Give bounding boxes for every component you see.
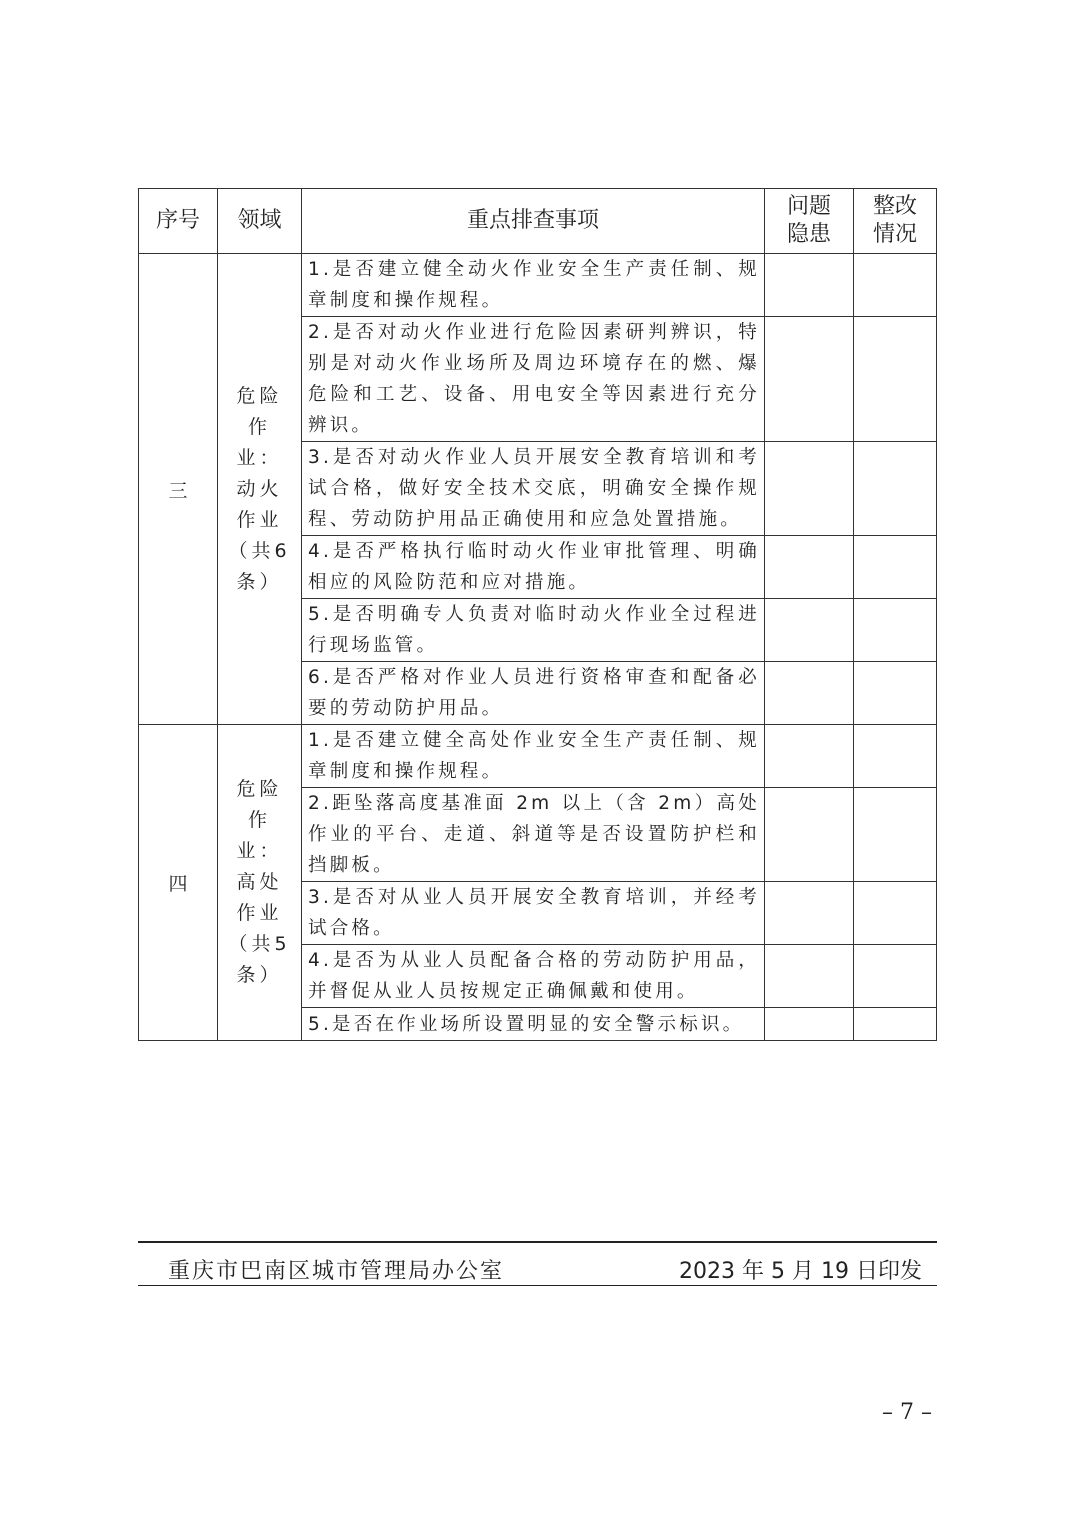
rectification-cell[interactable] [854, 599, 937, 662]
problem-cell[interactable] [765, 254, 854, 317]
check-item: 3.是否对从业人员开展安全教育培训，并经考试合格。 [302, 882, 765, 945]
header-problems: 问题隐患 [765, 189, 854, 254]
section-area: 危险作业：高处作业（共5条） [218, 725, 302, 1041]
section-area: 危险作业：动火作业（共6条） [218, 254, 302, 725]
footer-divider-top [138, 1241, 937, 1243]
problem-cell[interactable] [765, 1008, 854, 1041]
rectification-cell[interactable] [854, 254, 937, 317]
problem-cell[interactable] [765, 536, 854, 599]
check-item: 2.距坠落高度基准面 2m 以上（含 2m）高处作业的平台、走道、斜道等是否设置防护栏和挡脚板。 [302, 788, 765, 882]
inspection-table [138, 188, 937, 1041]
rectification-cell[interactable] [854, 788, 937, 882]
rectification-cell[interactable] [854, 536, 937, 599]
check-item: 4.是否严格执行临时动火作业审批管理、明确相应的风险防范和应对措施。 [302, 536, 765, 599]
footer-date: 2023 年 5 月 19 日印发 [679, 1259, 922, 1284]
rectification-cell[interactable] [854, 662, 937, 725]
rectification-cell[interactable] [854, 882, 937, 945]
check-item: 3.是否对动火作业人员开展安全教育培训和考试合格，做好安全技术交底，明确安全操作规程、劳动防护用品正确使用和应急处置措施。 [302, 442, 765, 536]
problem-cell[interactable] [765, 442, 854, 536]
check-item: 2.是否对动火作业进行危险因素研判辨识，特别是对动火作业场所及周边环境存在的燃、爆危险和工艺、设备、用电安全等因素进行充分辨识。 [302, 317, 765, 442]
header-area: 领域 [218, 189, 302, 254]
table-row [139, 725, 937, 788]
problem-cell[interactable] [765, 599, 854, 662]
rectification-cell[interactable] [854, 945, 937, 1008]
check-item: 1.是否建立健全动火作业安全生产责任制、规章制度和操作规程。 [302, 254, 765, 317]
rectification-cell[interactable] [854, 1008, 937, 1041]
rectification-cell[interactable] [854, 317, 937, 442]
header-row [139, 189, 937, 254]
problem-cell[interactable] [765, 945, 854, 1008]
problem-cell[interactable] [765, 317, 854, 442]
table-row [139, 254, 937, 317]
check-item: 1.是否建立健全高处作业安全生产责任制、规章制度和操作规程。 [302, 725, 765, 788]
page-number: – 7 – [882, 1400, 932, 1425]
problem-cell[interactable] [765, 788, 854, 882]
header-rectification: 整改情况 [854, 189, 937, 254]
header-items: 重点排查事项 [302, 189, 765, 254]
section-number: 三 [139, 254, 218, 725]
check-item: 6.是否严格对作业人员进行资格审查和配备必要的劳动防护用品。 [302, 662, 765, 725]
footer-divider-bottom [138, 1285, 937, 1286]
problem-cell[interactable] [765, 662, 854, 725]
header-number: 序号 [139, 189, 218, 254]
check-item: 4.是否为从业人员配备合格的劳动防护用品，并督促从业人员按规定正确佩戴和使用。 [302, 945, 765, 1008]
footer-issuer: 重庆市巴南区城市管理局办公室 [168, 1259, 505, 1284]
problem-cell[interactable] [765, 725, 854, 788]
section-number: 四 [139, 725, 218, 1041]
problem-cell[interactable] [765, 882, 854, 945]
check-item: 5.是否明确专人负责对临时动火作业全过程进行现场监管。 [302, 599, 765, 662]
check-item: 5.是否在作业场所设置明显的安全警示标识。 [302, 1008, 765, 1041]
rectification-cell[interactable] [854, 725, 937, 788]
rectification-cell[interactable] [854, 442, 937, 536]
